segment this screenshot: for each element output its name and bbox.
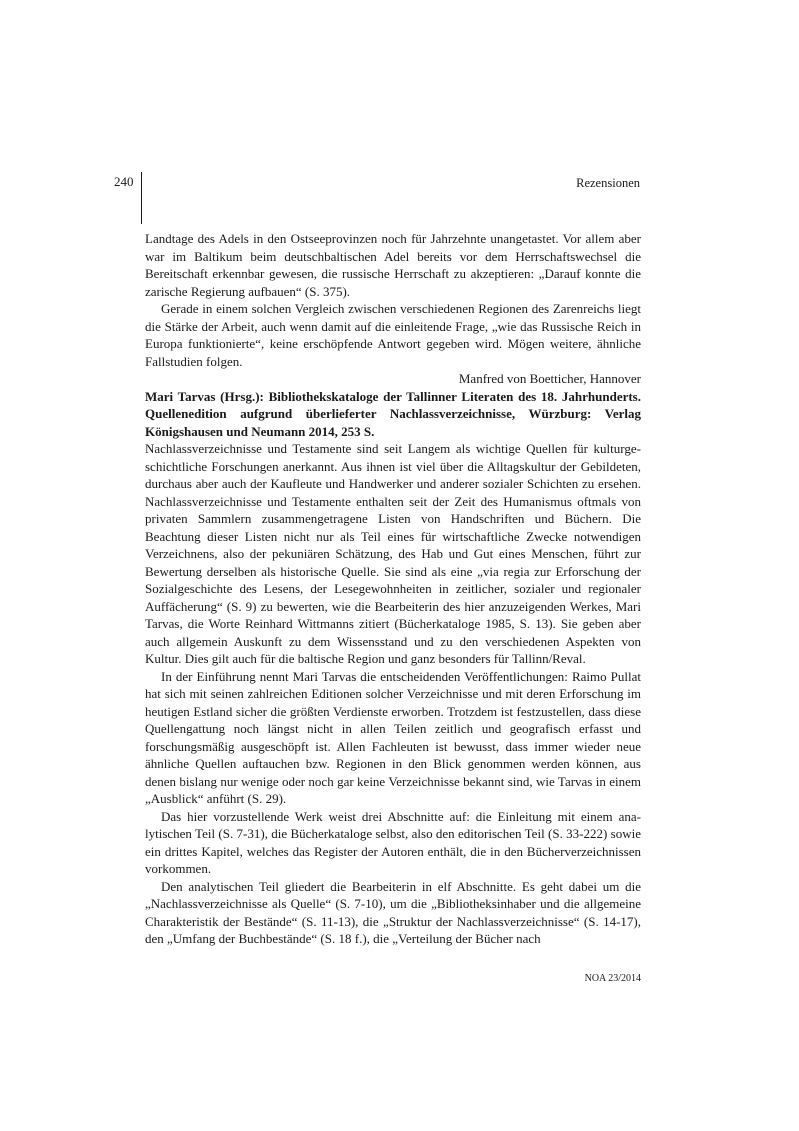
running-head: Rezensionen [576, 176, 640, 190]
review-paragraph-4: Den analytischen Teil gliedert die Bearbeiterin in elf Abschnitte. Es geht dabei um die „Nachlassverzeichnisse als Quelle“ (S. 7-10), um die „Bibliotheksinhaber und die allgemeine Charakteristik der Bestände“ (S. 11-13), die „Struktur der Nachlassverzeichnisse“ (S. 14-17), den „Umfang der Buchbestände“ (S. 18 f.), die „Verteilung der Bücher nach [145, 878, 641, 946]
prev-review-signature: Manfred von Boetticher, Hannover [458, 371, 641, 386]
margin-rule [141, 172, 142, 224]
review-paragraph-2: In der Einführung nennt Mari Tarvas die entscheidenden Veröffentlichungen: Raimo Pullat hat sich mit seinen zahlreichen Editionen solcher Verzeichnisse und mit deren Erforschung im heutigen Estland sicher die größten Verdienste erworben. Trotzdem ist festzustellen, dass diese Quellengattung noch längst nicht in allen Teilen zeitlich und geografisch erfasst und forschungsmäßig ausgeschöpft ist. Allen Fachleuten ist bewusst, dass immer wieder neue ähnliche Quellen auftauchen bzw. Regionen in den Blick genommen werden können, aus denen bislang nur wenige oder noch gar keine Verzeichnisse bekannt sind, wie Tarvas in einem „Ausblick“ anführt (S. 29). [145, 668, 641, 806]
page-number: 240 [114, 174, 134, 189]
page-body [145, 230, 641, 948]
review-title: Mari Tarvas (Hrsg.): Bibliothekskataloge der Tallinner Literaten des 18. Jahrhunderts. Quellenedition aufgrund überlieferter Nachlassverzeichnisse, Würzburg: Verlag Königshausen und Neumann 2014, 253 S. [145, 388, 641, 439]
journal-footer: NOA 23/2014 [584, 973, 641, 984]
prev-review-paragraph-1: Landtage des Adels in den Ostseeprovinzen noch für Jahrzehnte unangetastet. Vor allem aber war im Baltikum beim deutschbaltischen Adel bereits vor dem Herrschaftswechsel die Bereitschaft erkennbar gewesen, die russische Herrschaft zu akzeptieren: „Darauf konnte die zarische Regierung aufbauen“ (S. 375). [145, 231, 641, 299]
prev-review-paragraph-2: Gerade in einem solchen Vergleich zwischen verschiedenen Regionen des Zarenreichs liegt die Stärke der Arbeit, auch wenn damit auf die einleitende Frage, „wie das Russische Reich in Europa funktionierte“, keine erschöpfende Antwort gegeben wird. Mögen weitere, ähnliche Fallstudien folgen. [145, 301, 641, 369]
review-paragraph-3: Das hier vorzustellende Werk weist drei Abschnitte auf: die Einleitung mit einem analytischen Teil (S. 7-31), die Bücherkataloge selbst, also den editorischen Teil (S. 33-222) sowie ein drittes Kapitel, welches das Register der Autoren enthält, die in den Bücherverzeichnissen vorkommen. [145, 808, 641, 876]
review-paragraph-1: Nachlassverzeichnisse und Testamente sind seit Langem als wichtige Quellen für kulturgeschichtliche Forschungen anerkannt. Aus ihnen ist viel über die Alltagskultur der Gebildeten, durchaus aber auch der Kaufleute und Handwerker und anderer sozialer Schichten zu ersehen. Nachlassverzeichnisse und Testamente enthalten seit der Zeit des Humanismus oftmals von privaten Sammlern zusammengetragene Listen von Handschriften und Büchern. Die Beachtung dieser Listen nicht nur als Teil eines für wirtschaftliche Zwecke notwendigen Verzeichnens, also der pekuniären Schätzung, des Hab und Gut eines Menschen, führt zur Bewertung derselben als historische Quelle. Sie sind als eine „via regia zur Erforschung der Sozialgeschichte des Lesens, der Lesegewohnheiten in zeitlicher, sozialer und regionaler Auffächerung“ (S. 9) zu bewerten, wie die Bearbeiterin des hier anzuzeigenden Werkes, Mari Tarvas, die Worte Reinhard Wittmanns zitiert (Bücherkataloge 1985, S. 13). Sie geben aber auch allgemein Auskunft zu dem Wissensstand und zu den verschiedenen Aspekten von Kultur. Dies gilt auch für die baltische Region und ganz besonders für Tallinn/Reval. [145, 441, 641, 666]
